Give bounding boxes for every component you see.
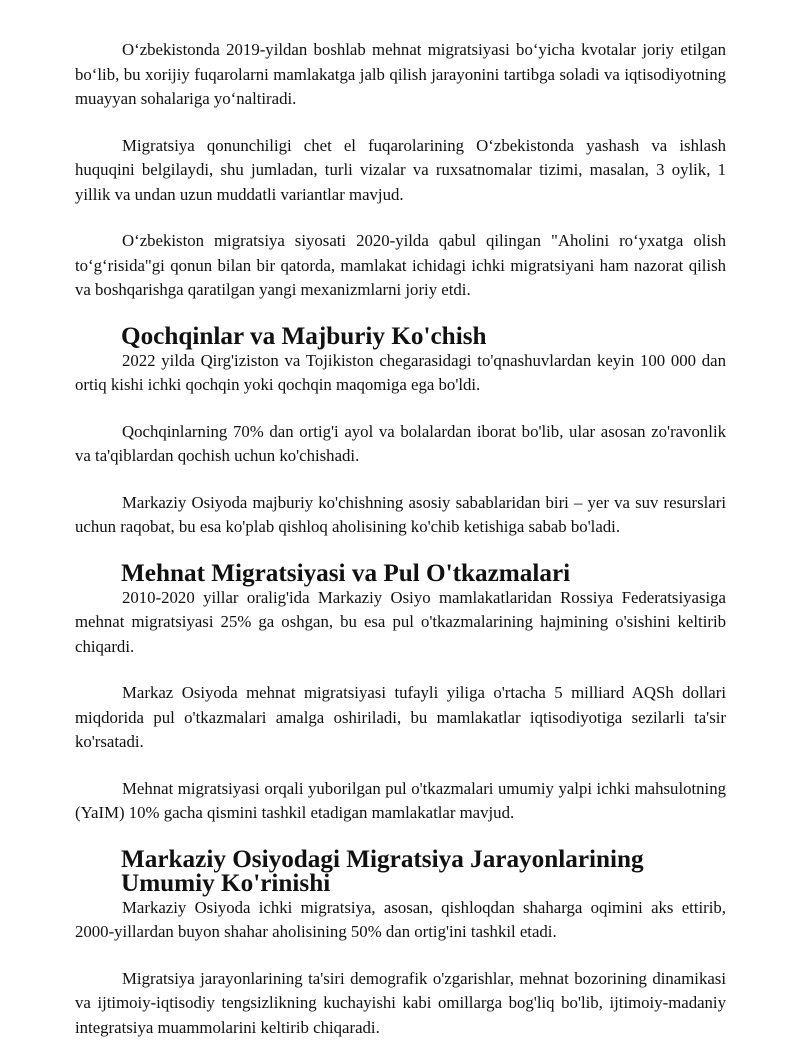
refugees-paragraph-3: Markaziy Osiyoda majburiy ko'chishning asosiy sabablaridan biri – yer va suv resurslari uchun raqobat, bu esa ko'plab qishloq aholisining ko'chib ketishiga sabab bo'ladi. — [75, 491, 726, 540]
labor-paragraph-1: 2010-2020 yillar oralig'ida Markaziy Osiyo mamlakatlaridan Rossiya Federatsiyasiga mehnat migratsiyasi 25% ga oshgan, bu esa pul o'tkazmalarining hajmining o'sishini keltirib chiqardi. — [75, 586, 726, 660]
section-heading-overview: Markaziy Osiyodagi Migratsiya Jarayonlarining Umumiy Ko'rinishi — [75, 848, 726, 896]
section-heading-labor-migration: Mehnat Migratsiyasi va Pul O'tkazmalari — [75, 562, 726, 586]
intro-paragraph-2: Migratsiya qonunchiligi chet el fuqarolarining O‘zbekistonda yashash va ishlash huquqini belgilaydi, shu jumladan, turli vizalar va ruxsatnomalar tizimi, masalan, 3 oylik, 1 yillik va undan uzun muddatli variantlar mavjud. — [75, 134, 726, 208]
intro-paragraph-3: O‘zbekiston migratsiya siyosati 2020-yilda qabul qilingan "Aholini ro‘yxatga olish to‘g‘risida"gi qonun bilan bir qatorda, mamlakat ichidagi ichki migratsiyani ham nazorat qilish va boshqarishga qaratilgan yangi mexanizmlarni joriy etdi. — [75, 229, 726, 303]
overview-paragraph-1: Markaziy Osiyoda ichki migratsiya, asosan, qishloqdan shaharga oqimini aks ettirib, 2000-yillardan buyon shahar aholisining 50% dan ortig'ini tashkil etadi. — [75, 896, 726, 945]
document-page — [75, 38, 726, 1040]
refugees-paragraph-1: 2022 yilda Qirg'iziston va Tojikiston chegarasidagi to'qnashuvlardan keyin 100 000 dan ortiq kishi ichki qochqin yoki qochqin maqomiga ega bo'ldi. — [75, 349, 726, 398]
overview-paragraph-2: Migratsiya jarayonlarining ta'siri demografik o'zgarishlar, mehnat bozorining dinamikasi va ijtimoiy-iqtisodiy tengsizlikning kuchayishi kabi omillarga bog'liq bo'lib, ijtimoiy-madaniy integratsiya muammolarini keltirib chiqaradi. — [75, 967, 726, 1040]
section-heading-refugees: Qochqinlar va Majburiy Ko'chish — [75, 325, 726, 349]
labor-paragraph-2: Markaz Osiyoda mehnat migratsiyasi tufayli yiliga o'rtacha 5 milliard AQSh dollari miqdorida pul o'tkazmalari amalga oshiriladi, bu mamlakatlar iqtisodiyotiga sezilarli ta'sir ko'rsatadi. — [75, 681, 726, 755]
labor-paragraph-3: Mehnat migratsiyasi orqali yuborilgan pul o'tkazmalari umumiy yalpi ichki mahsulotning (YaIM) 10% gacha qismini tashkil etadigan mamlakatlar mavjud. — [75, 777, 726, 826]
intro-paragraph-1: O‘zbekistonda 2019-yildan boshlab mehnat migratsiyasi bo‘yicha kvotalar joriy etilgan bo‘lib, bu xorijiy fuqarolarni mamlakatga jalb qilish jarayonini tartibga soladi va iqtisodiyotning muayyan sohalariga yo‘naltiradi. — [75, 38, 726, 112]
refugees-paragraph-2: Qochqinlarning 70% dan ortig'i ayol va bolalardan iborat bo'lib, ular asosan zo'ravonlik va ta'qiblardan qochish uchun ko'chishadi. — [75, 420, 726, 469]
